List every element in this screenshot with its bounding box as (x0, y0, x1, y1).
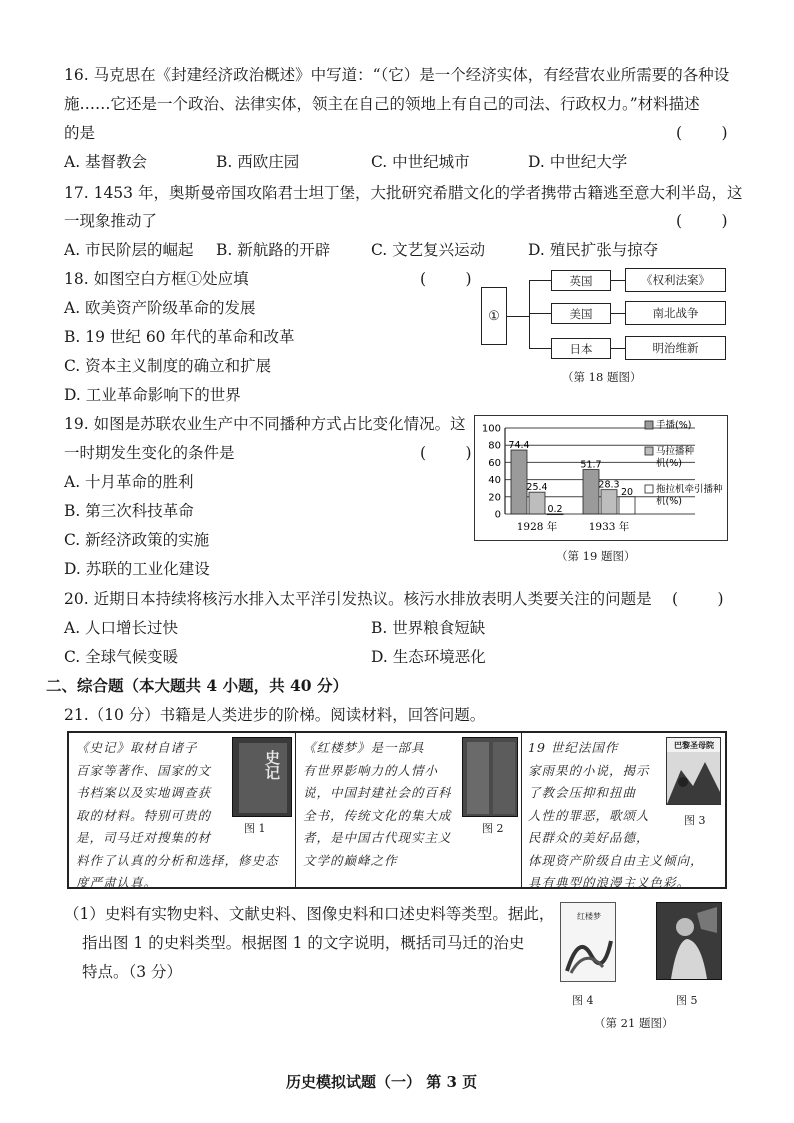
legend-label: 机(%) (656, 496, 682, 507)
q19-stem-line1: 19. 如图是苏联农业生产中不同播种方式占比变化情况。这 (64, 415, 466, 433)
bar-2 (601, 490, 617, 514)
bar-3 (619, 497, 635, 514)
q21-sub1-line2: 指出图 1 的史料类型。根据图 1 的文字说明，概括司马迁的治史 (82, 934, 525, 952)
country-box-england: 英国 (551, 270, 611, 291)
y-tick-label: 20 (488, 492, 501, 504)
book-notre-dame-title: 巴黎圣母院 (674, 740, 714, 750)
q18-figure-caption: （第 18 题图） (562, 370, 642, 384)
q16-option-b[interactable]: B. 西欧庄园 (216, 153, 300, 171)
event-box-meiji-restoration: 明治维新 (625, 336, 726, 360)
page-footer: 历史模拟试题（一） 第 3 页 (286, 1073, 478, 1091)
legend-swatch-3 (645, 485, 653, 493)
y-tick-label: 60 (488, 457, 501, 469)
q17-option-a[interactable]: A. 市民阶层的崛起 (64, 241, 194, 259)
q19-option-b[interactable]: B. 第三次科技革命 (64, 502, 194, 520)
film-still-image (656, 902, 722, 980)
q20-option-d[interactable]: D. 生态环境恶化 (371, 648, 486, 666)
bar-value-label: 28.3 (598, 479, 620, 491)
q16-answer-paren[interactable]: ( ) (676, 124, 728, 142)
connector-line (611, 313, 625, 314)
q19-answer-paren[interactable]: ( ) (420, 444, 472, 462)
q21-sub1-line1: （1）史料有实物史料、文献史料、图像史料和口述史料等类型。据此， (64, 905, 555, 923)
q16-option-c[interactable]: C. 中世纪城市 (371, 153, 470, 171)
book-notre-dame-image (666, 737, 721, 805)
y-tick-label: 100 (481, 423, 501, 435)
bar-1 (511, 450, 527, 514)
y-tick-label: 0 (494, 509, 501, 521)
q16-option-d[interactable]: D. 中世纪大学 (528, 153, 628, 171)
notre-dame-cover-art-icon (667, 752, 720, 804)
figure-3-label: 图 3 (684, 814, 706, 827)
x-category-label: 1933 年 (588, 521, 630, 533)
event-box-civil-war: 南北战争 (625, 301, 726, 325)
q17-stem-line1: 17. 1453 年，奥斯曼帝国攻陷君士坦丁堡，大批研究希腊文化的学者携带古籍逃至意大利半岛，这 (64, 184, 743, 202)
materials-divider (521, 731, 522, 889)
material-1-text: 《史记》取材自诸子 百家等著作、国家的文 书档案以及实地调查获 取的材料。特别可贵的 是，司马迁对搜集的材 料作了认真的分析和选择，修史态 度严肃认真。 (76, 740, 279, 890)
y-tick-label: 40 (488, 475, 501, 487)
q20-option-b[interactable]: B. 世界粮食短缺 (371, 619, 486, 637)
book-shiji-image (232, 737, 292, 817)
bar-value-label: 25.4 (526, 482, 548, 494)
event-box-bill-of-rights: 《权利法案》 (625, 268, 726, 292)
bar-value-label: 20 (620, 486, 634, 498)
material-2-text: 《红楼梦》是一部具 有世界影响力的人情小 说，中国封建社会的百科 全书，传统文化的集大成 者，是中国古代现实主义 文学的巅峰之作 (303, 740, 452, 868)
connector-line (611, 280, 625, 281)
bar-value-label: 74.4 (508, 440, 530, 452)
q17-option-b[interactable]: B. 新航路的开辟 (216, 241, 331, 259)
film-still-figure-icon (657, 903, 721, 979)
connector-line (529, 313, 551, 314)
q20-answer-paren[interactable]: ( ) (672, 590, 724, 608)
figure-4-label: 图 4 (572, 994, 594, 1007)
figure-5-label: 图 5 (676, 994, 698, 1007)
q20-stem: 20. 近期日本持续将核污水排入太平洋引发热议。核污水排放表明人类要关注的问题是 (64, 590, 652, 608)
legend-label: 机(%) (656, 458, 682, 469)
q21-sub1-line3: 特点。（3 分） (82, 963, 183, 981)
book-shiji-title: 史记 (263, 750, 281, 780)
materials-divider (295, 731, 296, 889)
q18-answer-paren[interactable]: ( ) (420, 270, 472, 288)
q17-option-d[interactable]: D. 殖民扩张与掠夺 (528, 241, 659, 259)
figure-2-label: 图 2 (482, 822, 504, 835)
q18-option-b[interactable]: B. 19 世纪 60 年代的革命和改革 (64, 328, 295, 346)
section-2-heading: 二、综合题（本大题共 4 小题，共 40 分） (46, 676, 348, 695)
legend-swatch-2 (645, 447, 653, 455)
y-tick-label: 80 (488, 440, 501, 452)
country-box-japan: 日本 (551, 338, 611, 359)
connector-line (529, 348, 551, 349)
q21-stem: 21.（10 分）书籍是人类进步的阶梯。阅读材料，回答问题。 (64, 706, 486, 724)
blank-box: ① (481, 287, 507, 345)
material-3-text: 19 世纪法国作 家雨果的小说，揭示 了教会压抑和扭曲 人性的罪恶，歌颂人 民群众的美好品德， 体现资产阶级自由主义倾向， 具有典型的浪漫主义色彩。 (528, 740, 704, 890)
bar-1 (583, 470, 599, 514)
q17-answer-paren[interactable]: ( ) (676, 212, 728, 230)
book-hongloumeng-image (462, 737, 518, 817)
x-category-label: 1928 年 (516, 521, 558, 533)
bar-value-label: 51.7 (580, 459, 602, 471)
q16-stem-line3: 的是 (64, 124, 96, 142)
q19-figure-caption: （第 19 题图） (556, 549, 636, 563)
q18-stem: 18. 如图空白方框①处应填 (64, 270, 249, 288)
q19-bar-chart (475, 416, 726, 539)
q18-option-a[interactable]: A. 欧美资产阶级革命的发展 (64, 299, 256, 317)
bar-2 (529, 492, 545, 514)
q17-stem-line2: 一现象推动了 (64, 212, 158, 230)
q16-option-a[interactable]: A. 基督教会 (64, 153, 148, 171)
q19-stem-line2: 一时期发生变化的条件是 (64, 444, 235, 462)
q18-option-c[interactable]: C. 资本主义制度的确立和扩展 (64, 357, 272, 375)
connector-line (507, 316, 529, 317)
connector-line (529, 280, 530, 348)
q18-option-d[interactable]: D. 工业革命影响下的世界 (64, 386, 241, 404)
country-box-usa: 美国 (551, 303, 611, 324)
q19-option-d[interactable]: D. 苏联的工业化建设 (64, 560, 210, 578)
connector-line (529, 280, 551, 281)
legend-label: 拖拉机牵引播种 (656, 484, 723, 495)
q16-stem-line2: 施……它还是一个政治、法律实体，领主在自己的领地上有自己的司法、行政权力。”材料描述 (64, 95, 700, 113)
book-honglou-cover-title: 红楼梦 (577, 912, 601, 921)
q19-option-a[interactable]: A. 十月革命的胜利 (64, 473, 194, 491)
q19-option-c[interactable]: C. 新经济政策的实施 (64, 531, 210, 549)
q19-chart-frame (474, 415, 728, 541)
q20-option-c[interactable]: C. 全球气候变暖 (64, 648, 179, 666)
q21-figure-caption: （第 21 题图） (594, 1016, 674, 1030)
honglou-cover-art-icon (561, 927, 615, 977)
q20-option-a[interactable]: A. 人口增长过快 (64, 619, 179, 637)
legend-label: 马拉播种 (656, 446, 695, 457)
figure-1-label: 图 1 (244, 822, 266, 835)
q16-stem-line1: 16. 马克思在《封建经济政治概述》中写道：“（它）是一个经济实体，有经营农业所需要的各种设 (64, 66, 730, 84)
bar-value-label: 0.2 (547, 503, 563, 515)
connector-line (611, 348, 625, 349)
legend-label: 手播(%) (656, 420, 692, 431)
q17-option-c[interactable]: C. 文艺复兴运动 (371, 241, 486, 259)
legend-swatch-1 (645, 421, 653, 429)
book-honglou-cover-image (560, 902, 616, 982)
